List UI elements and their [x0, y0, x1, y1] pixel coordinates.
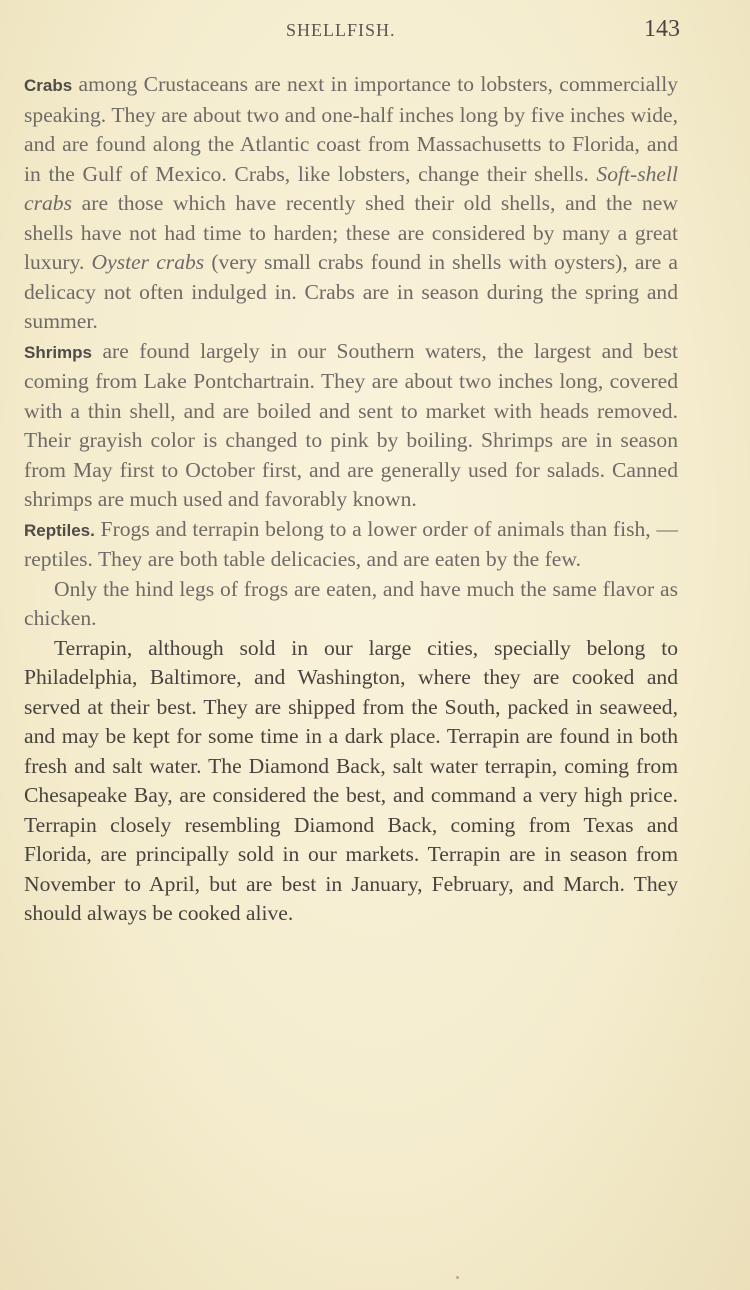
paragraph-reptiles — [24, 515, 678, 575]
page-number: 143 — [644, 16, 680, 42]
section-heading-shrimps: Shrimps — [24, 342, 93, 362]
italic-term-soft-shell-crabs: Soft-shell crabs — [24, 161, 678, 215]
paragraph-text: Frogs and terrapin belong to a lower order of animals than fish, — reptiles. They are both table delicacies, and are eaten by the few. — [24, 516, 678, 571]
paragraph-text: among Crustaceans are next in importance to lobsters, commercially speaking. They are about two and one-half inches long by five inches wide, and are found along the Atlantic coast from Massachusetts to Florida, and in the Gulf of Mexico. Crabs, like lobsters, change their shells. — [24, 72, 678, 186]
paragraph-text: Terrapin, although sold in our large cities, specially belong to Philadelphia, Baltimore, and Washington, where they are cooked and served at their best. They are shipped from the South, packed in seaweed, and may be kept for some time in a dark place. Terrapin are found in both fresh and salt water. The Diamond Back, salt water terrapin, coming from Chesapeake Bay, are considered the best, and command a very high price. Terrapin closely resembling Diamond Back, coming from Texas and Florida, are principally sold in our markets. Terrapin are in season from November to April, but are best in January, February, and March. They should always be cooked alive. — [24, 635, 678, 925]
body-text — [24, 70, 678, 929]
paper-speck — [456, 1276, 459, 1279]
paragraph-shrimps — [24, 337, 678, 515]
paragraph-frogs — [24, 575, 678, 634]
section-heading-crabs: Crabs — [24, 76, 73, 95]
running-head — [0, 16, 750, 48]
paragraph-text: Only the hind legs of frogs are eaten, and have much the same flavor as chicken. — [24, 576, 678, 630]
paragraph-terrapin — [24, 634, 678, 929]
running-title: SHELLFISH. — [286, 20, 396, 40]
section-heading-reptiles: Reptiles. — [24, 520, 95, 540]
paragraph-text: are those which have recently shed their old shells, and the new shells have not had time to harden; these are considered by many a great luxury. — [24, 191, 678, 274]
paragraph-text: are found largely in our Southern waters, the largest and best coming from Lake Pontchartrain. They are about two inches long, covered with a thin shell, and are boiled and sent to market with heads removed. Their grayish color is changed to pink by boiling. Shrimps are in season from May first to October first, and are generally used for salads. Canned shrimps are much used and favorably known. — [24, 338, 678, 511]
paragraph-crabs — [24, 70, 678, 337]
paragraph-text: (very small crabs found in shells with oysters), are a delicacy not often indulged in. Crabs are in season during the spring and summer. — [24, 250, 678, 333]
italic-term-oyster-crabs: Oyster crabs — [91, 250, 205, 274]
